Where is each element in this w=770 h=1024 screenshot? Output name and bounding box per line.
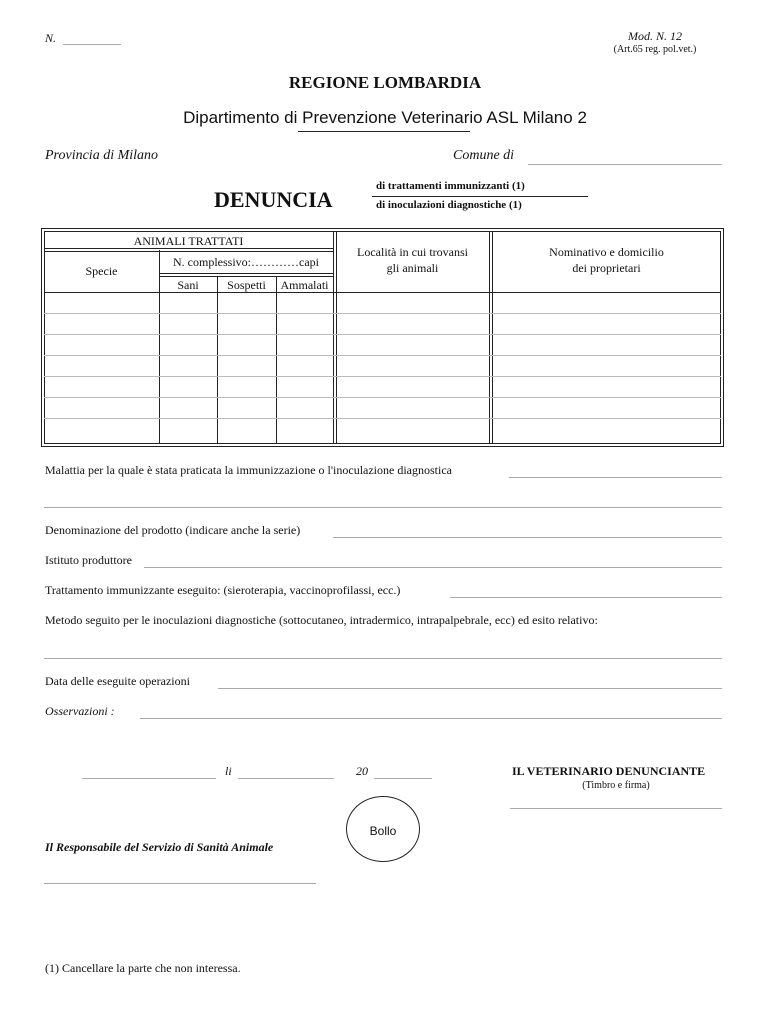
header-localita-1: Località in cui trovansi [357, 245, 468, 259]
rule-header-bottom [44, 292, 721, 293]
table-row [44, 334, 721, 335]
metodo-field-line[interactable] [44, 658, 722, 659]
region-title: REGIONE LOMBARDIA [288, 73, 482, 92]
comune-field-line[interactable] [528, 164, 722, 165]
osservazioni-field-line[interactable] [140, 718, 722, 719]
number-field-line[interactable] [63, 44, 121, 45]
data-operazioni-label: Data delle eseguite operazioni [45, 674, 190, 688]
table-row [44, 397, 721, 398]
model-number: Mod. N. 12 [628, 29, 682, 43]
istituto-label: Istituto produttore [45, 553, 132, 567]
table-row [44, 355, 721, 356]
veterinario-label: IL VETERINARIO DENUNCIANTE [512, 764, 706, 778]
prodotto-label: Denominazione del prodotto (indicare anche la serie) [45, 523, 301, 537]
data-operazioni-field-line[interactable] [218, 688, 722, 689]
malattia-field-line-2[interactable] [44, 507, 722, 508]
malattia-label: Malattia per la quale è stata praticata la immunizzazione o l'inoculazione diagnostica [45, 463, 452, 477]
number-label: N. [45, 31, 57, 45]
document-title: DENUNCIA [214, 187, 333, 212]
trattamento-label: Trattamento immunizzante eseguito: (sieroterapia, vaccinoprofilassi, ecc.) [45, 583, 401, 597]
header-animali-trattati: ANIMALI TRATTATI [133, 234, 244, 248]
year-field-line[interactable] [374, 778, 432, 779]
department-title: Dipartimento di Prevenzione Veterinario ASL Milano 2 [183, 108, 587, 127]
veterinario-signature-line[interactable] [510, 808, 722, 809]
timbro-label: (Timbro e firma) [582, 780, 650, 791]
comune-label: Comune di [453, 148, 515, 163]
prodotto-field-line[interactable] [333, 537, 722, 538]
stamp-label: Bollo [369, 824, 397, 838]
malattia-field-line[interactable] [509, 477, 722, 478]
header-nominativo-2: dei proprietari [572, 261, 641, 275]
trattamento-field-line[interactable] [450, 597, 722, 598]
province-label: Provincia di Milano [45, 148, 159, 163]
responsabile-label: Il Responsabile del Servizio di Sanità Animale [45, 840, 274, 854]
option-inoculazioni: di inoculazioni diagnostiche (1) [376, 199, 522, 211]
rule-complessivo [159, 273, 333, 274]
rule-animali-double [44, 251, 333, 252]
header-localita-2: gli animali [386, 261, 439, 275]
department-underline [298, 131, 470, 132]
options-separator [372, 196, 588, 197]
divider-localita [489, 231, 490, 444]
footnote: (1) Cancellare la parte che non interessa. [45, 961, 241, 975]
header-sospetti: Sospetti [227, 278, 266, 292]
metodo-label: Metodo seguito per le inoculazioni diagnostiche (sottocutaneo, intradermico, intrapalpebrale, ecc) ed esito relativo: [45, 613, 598, 627]
header-sani: Sani [177, 278, 199, 292]
li-label: li [225, 764, 232, 778]
rule-complessivo-double [159, 276, 333, 277]
table-row [44, 313, 721, 314]
table-row [44, 376, 721, 377]
istituto-field-line[interactable] [144, 567, 722, 568]
article-reference: (Art.65 reg. pol.vet.) [613, 44, 697, 55]
place-field-line[interactable] [82, 778, 216, 779]
responsabile-signature-line[interactable] [44, 883, 316, 884]
date-field-line[interactable] [238, 778, 334, 779]
osservazioni-label: Osservazioni : [45, 704, 115, 718]
header-nominativo-1: Nominativo e domicilio [549, 245, 664, 259]
header-n-complessivo: N. complessivo:…………capi [173, 255, 319, 269]
header-specie: Specie [85, 264, 118, 278]
option-trattamenti: di trattamenti immunizzanti (1) [376, 180, 525, 192]
table-row [44, 418, 721, 419]
divider-animali [333, 231, 334, 444]
year-prefix: 20 [356, 764, 368, 778]
header-ammalati: Ammalati [280, 278, 329, 292]
